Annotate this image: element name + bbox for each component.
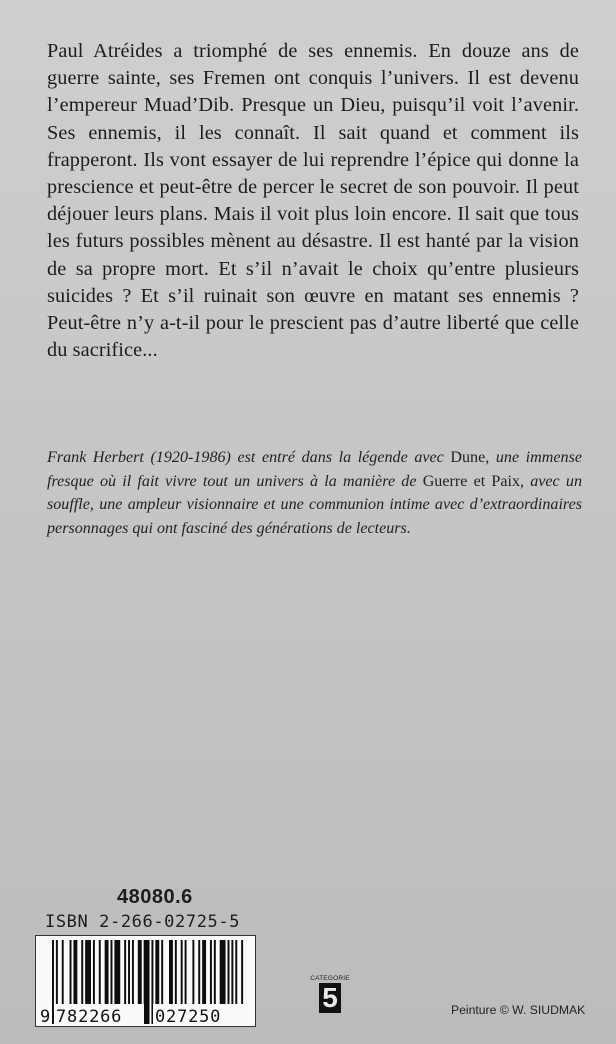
barcode-graphic — [36, 936, 255, 1026]
bio-text-1: Frank Herbert (1920-1986) est entré dans la légende avec — [47, 449, 451, 466]
barcode-lead-digit: 9 — [40, 1007, 51, 1026]
barcode-bar — [144, 940, 150, 1024]
barcode-digits-left: 782266 — [56, 1007, 123, 1026]
bio-text-3: , avec un souffle, une ampleur visionnaire et une communion intime avec d’extraordinaires personnages qui ont fasciné des générations de lecteurs. — [47, 472, 582, 537]
category-badge — [310, 975, 350, 1013]
author-bio — [47, 446, 582, 540]
bio-text-2: , une immense fresque où il fait vivre tout un univers à la manière de — [47, 449, 582, 490]
cover-art-credit: Peinture © W. SIUDMAK — [451, 1003, 586, 1017]
barcode — [35, 935, 256, 1027]
bio-title-dune: Dune — [450, 449, 486, 466]
bio-title-guerre-et-paix: Guerre et Paix — [422, 472, 520, 490]
isbn-number: ISBN 2-266-02725-5 — [45, 912, 241, 932]
category-label: CATEGORIE — [310, 975, 350, 982]
category-number: 5 — [319, 983, 341, 1013]
barcode-digits-right: 027250 — [155, 1007, 222, 1026]
barcode-bar — [52, 940, 54, 1024]
back-cover-blurb: Paul Atréides a triomphé de ses ennemis. En douze ans de guerre sainte, ses Fremen ont conquis l’univers. Il est devenu l’empereur Muad’Dib. Presque un Dieu, puisqu’il voit l’avenir. Ses ennemis, il les connaît. Il sait quand et comment ils frapperont. Ils vont essayer de lui reprendre l’épice qui donne la prescience et peut-être de percer le secret de son pouvoir. Il peut déjouer leurs plans. Mais il voit plus loin encore. Il sait que tous les futurs possibles mènent au désastre. Il est hanté par la vision de sa propre mort. Et s’il n’avait le choix qu’entre plusieurs suicides ? Et s’il ruinait son œuvre en matant ses ennemis ? Peut-être n’y a-t-il pour le prescient pas d’autre liberté que celle du sacrifice... — [47, 40, 579, 362]
product-code: 48080.6 — [117, 886, 193, 908]
